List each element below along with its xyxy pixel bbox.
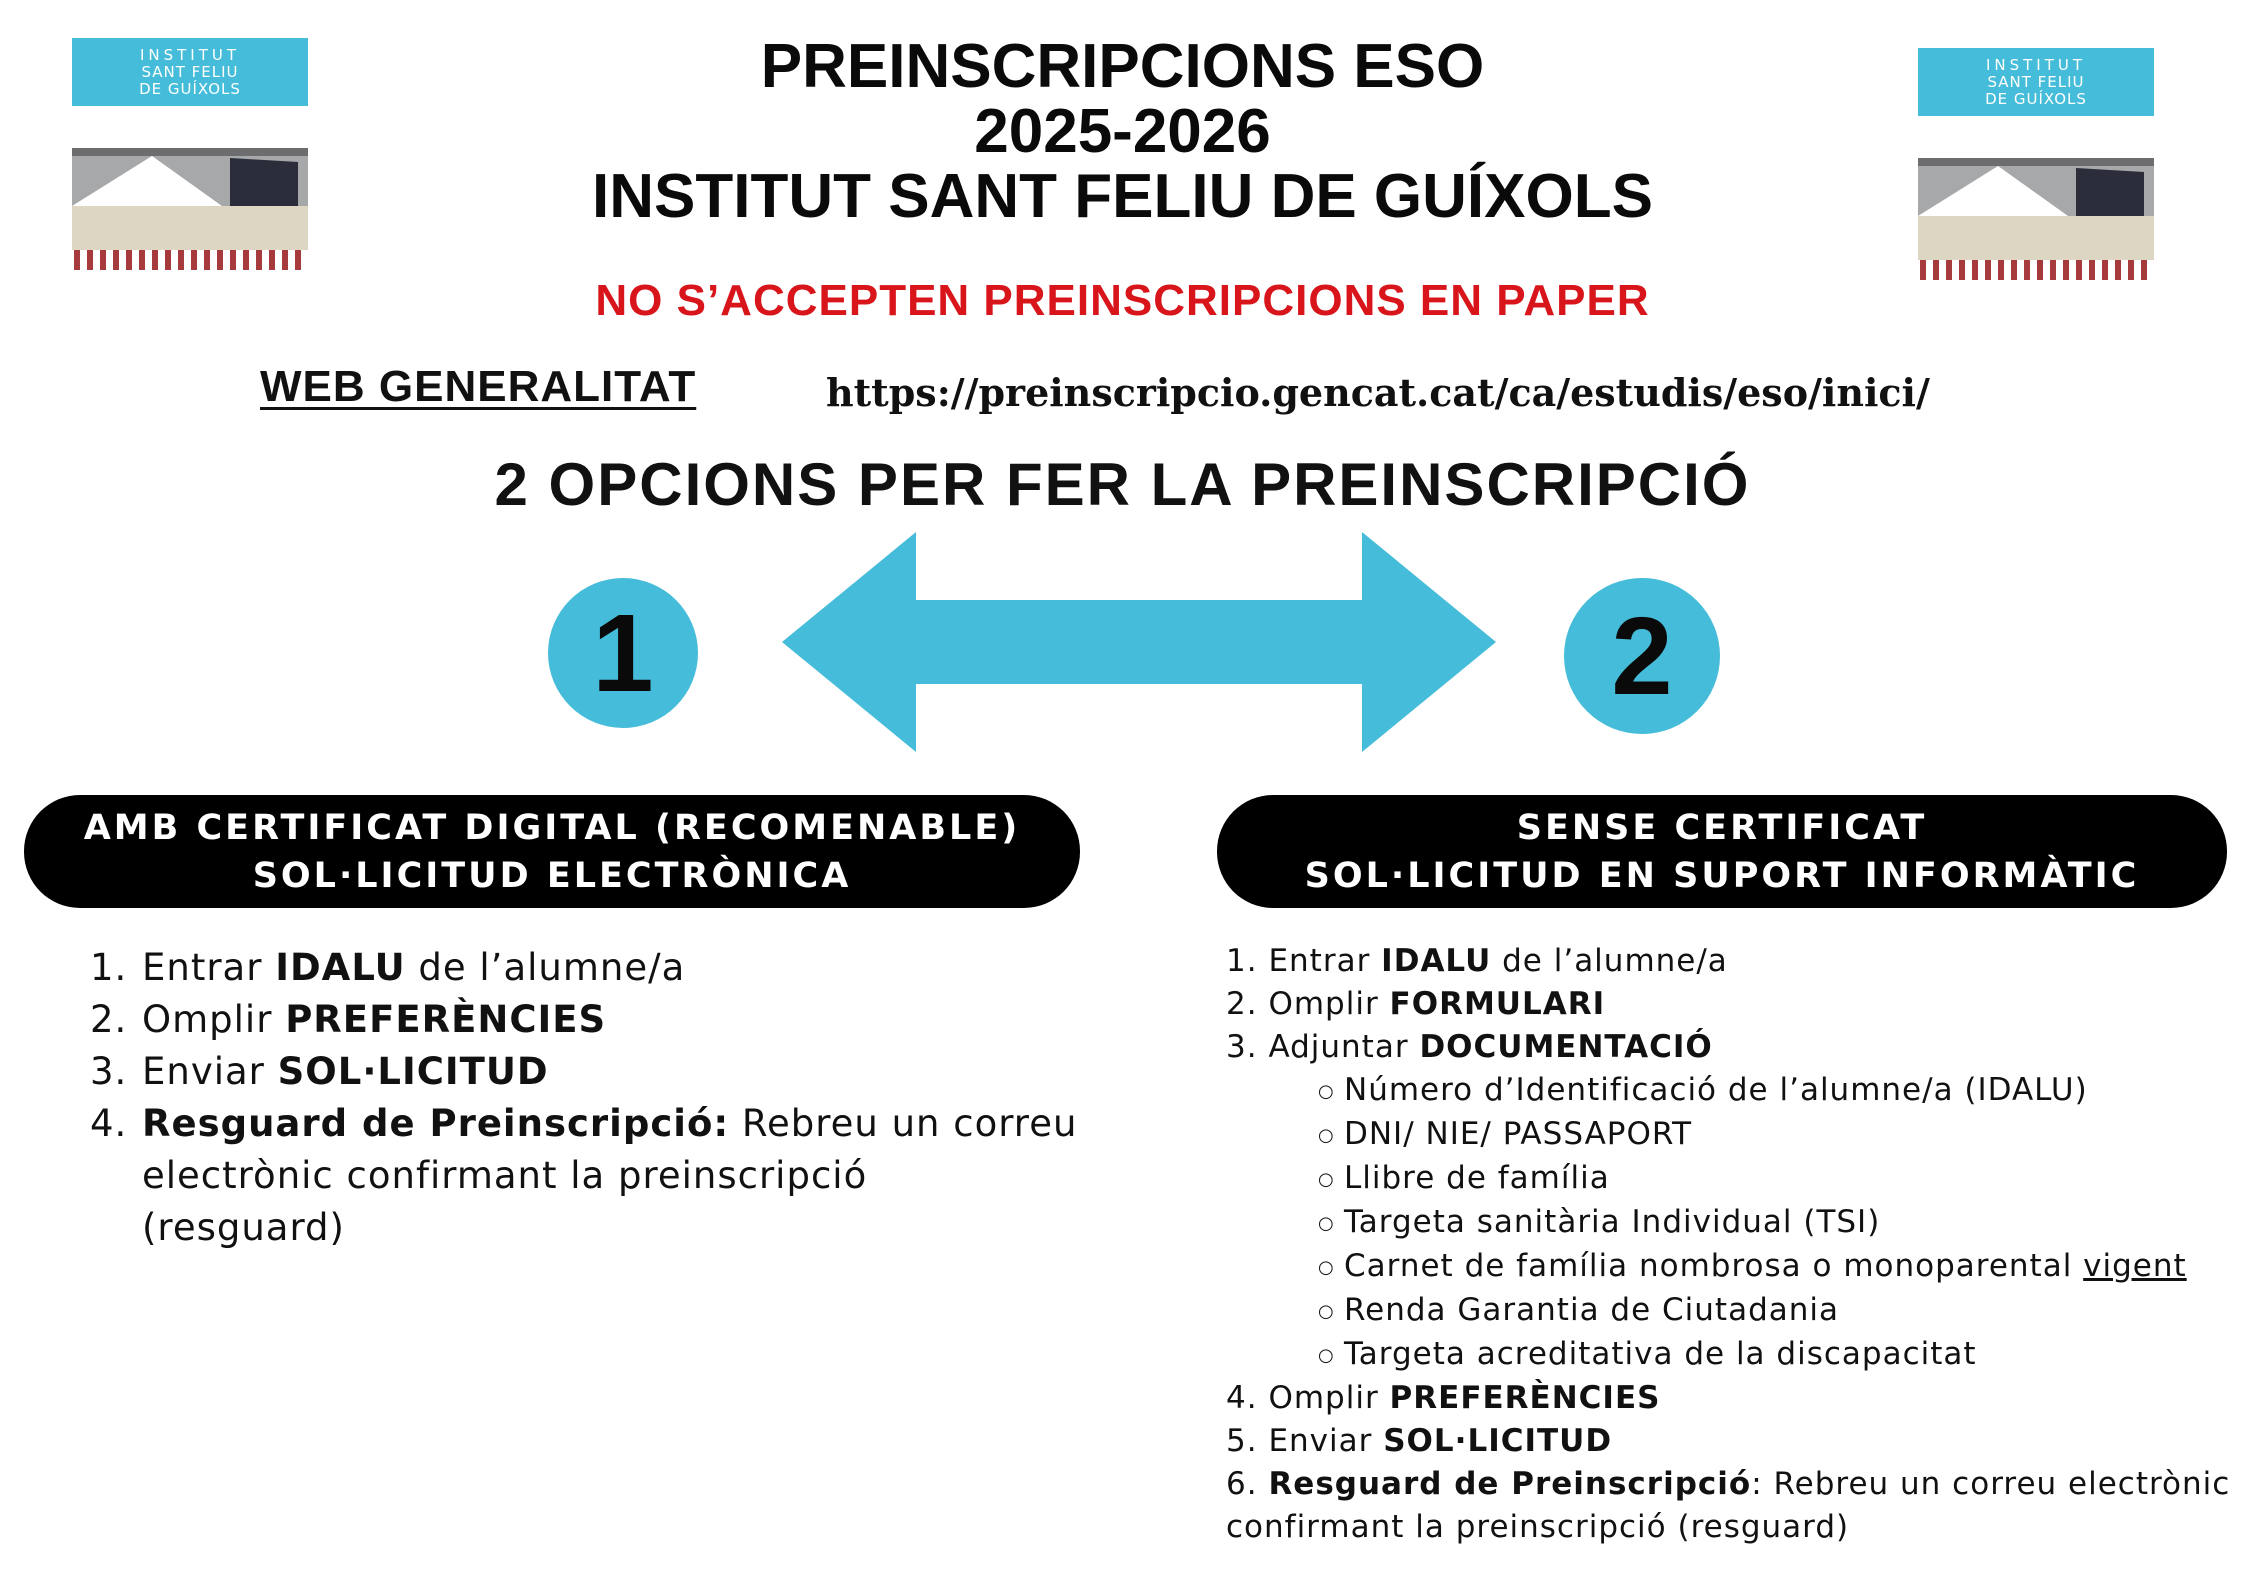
circle-bullet-icon: ○ — [1318, 1213, 1335, 1234]
option-1-number-badge: 1 — [548, 578, 698, 728]
step-bold: Resguard de Preinscripció: — [142, 1102, 730, 1145]
circle-bullet-icon: ○ — [1318, 1169, 1335, 1190]
document-text: Renda Garantia de Ciutadania — [1344, 1292, 1840, 1328]
logo-text-line2: SANT FELIU — [141, 62, 239, 81]
step-number: 1. — [1226, 943, 1258, 979]
list-item — [1226, 1420, 2236, 1463]
step-text: Entrar — [1268, 943, 1382, 979]
page-title — [0, 34, 2245, 229]
document-item — [1226, 1201, 2236, 1245]
step-number: 6. — [1226, 1466, 1258, 1502]
step-text: Entrar — [142, 946, 276, 989]
circle-bullet-icon: ○ — [1318, 1125, 1335, 1146]
list-item — [1226, 1463, 2236, 1549]
step-number: 5. — [1226, 1423, 1258, 1459]
title-line-1: PREINSCRIPCIONS ESO — [760, 32, 1485, 101]
step-bold: IDALU — [275, 946, 406, 989]
circle-bullet-icon: ○ — [1318, 1345, 1335, 1366]
option-2-steps — [1226, 940, 2236, 1549]
title-line-3: INSTITUT SANT FELIU DE GUÍXOLS — [592, 162, 1653, 231]
step-number: 3. — [90, 1050, 128, 1093]
step-text: Enviar — [142, 1050, 278, 1093]
document-item — [1226, 1069, 2236, 1113]
list-item — [90, 942, 1080, 994]
step-bold: SOL·LICITUD — [1383, 1423, 1613, 1459]
step-number: 1. — [90, 946, 128, 989]
step-bold: DOCUMENTACIÓ — [1419, 1029, 1713, 1065]
document-text: Targeta acreditativa de la discapacitat — [1344, 1336, 1977, 1372]
web-url-link[interactable]: https://preinscripcio.gencat.cat/ca/estudis/eso/inici/ — [826, 370, 1930, 415]
double-arrow-icon — [782, 532, 1496, 752]
document-item — [1226, 1245, 2236, 1289]
list-item — [90, 994, 1080, 1046]
list-item — [1226, 1026, 2236, 1069]
list-item — [90, 1098, 1080, 1254]
step-text: Omplir — [142, 998, 286, 1041]
step-text: Rebreu un correu electrònic confirmant la preinscripció (resguard) — [142, 1102, 1078, 1249]
document-text: Llibre de família — [1344, 1160, 1610, 1196]
step-text: Adjuntar — [1268, 1029, 1420, 1065]
option-2-heading — [1217, 795, 2227, 908]
option-2-number-badge: 2 — [1564, 578, 1720, 734]
logo-text-line3: DE GUÍXOLS — [139, 79, 241, 98]
logo-text-line1: INSTITUT — [139, 45, 241, 64]
step-number: 4. — [1226, 1380, 1258, 1416]
option-2-heading-line1: SENSE CERTIFICAT — [1516, 807, 1928, 848]
option-1-heading-line2: SOL·LICITUD ELECTRÒNICA — [252, 855, 852, 896]
document-item — [1226, 1113, 2236, 1157]
step-number: 2. — [1226, 986, 1258, 1022]
step-text: de l’alumne/a — [405, 946, 686, 989]
circle-bullet-icon: ○ — [1318, 1301, 1335, 1322]
circle-bullet-icon: ○ — [1318, 1081, 1335, 1102]
list-item — [1226, 940, 2236, 983]
step-bold: SOL·LICITUD — [277, 1050, 549, 1093]
options-title: 2 OPCIONS PER FER LA PREINSCRIPCIÓ — [494, 451, 1751, 518]
logo-text-line2: SANT FELIU — [1987, 72, 2085, 91]
step-bold: FORMULARI — [1389, 986, 1606, 1022]
step-number: 3. — [1226, 1029, 1258, 1065]
step-number: 2. — [90, 998, 128, 1041]
circle-bullet-icon: ○ — [1318, 1257, 1335, 1278]
step-text: Enviar — [1268, 1423, 1384, 1459]
document-item — [1226, 1333, 2236, 1377]
step-text: Omplir — [1268, 1380, 1390, 1416]
document-text: Targeta sanitària Individual (TSI) — [1344, 1204, 1881, 1240]
document-item — [1226, 1157, 2236, 1201]
step-text: : Rebreu un correu electrònic confirmant la preinscripció (resguard) — [1226, 1466, 2231, 1545]
step-text: de l’alumne/a — [1491, 943, 1728, 979]
document-text: DNI/ NIE/ PASSAPORT — [1344, 1116, 1693, 1152]
list-item — [90, 1046, 1080, 1098]
document-text-underlined: vigent — [2083, 1248, 2187, 1284]
logo-text-line1: INSTITUT — [1985, 55, 2087, 74]
step-bold: PREFERÈNCIES — [1389, 1380, 1661, 1416]
option-1-heading-line1: AMB CERTIFICAT DIGITAL (RECOMENABLE) — [83, 807, 1021, 848]
step-bold: IDALU — [1381, 943, 1492, 979]
document-text: Número d’Identificació de l’alumne/a (IDALU) — [1344, 1072, 2088, 1108]
list-item — [1226, 983, 2236, 1026]
step-bold: Resguard de Preinscripció — [1268, 1466, 1752, 1502]
list-item — [1226, 1377, 2236, 1420]
paper-warning: NO S’ACCEPTEN PREINSCRIPCIONS EN PAPER — [595, 276, 1650, 325]
step-text: Omplir — [1268, 986, 1390, 1022]
title-line-2: 2025-2026 — [974, 97, 1271, 166]
document-text: Carnet de família nombrosa o monoparental — [1344, 1248, 2084, 1284]
option-2-heading-line2: SOL·LICITUD EN SUPORT INFORMÀTIC — [1304, 855, 2140, 896]
step-bold: PREFERÈNCIES — [285, 998, 607, 1041]
logo-text-line3: DE GUÍXOLS — [1985, 89, 2087, 108]
option-1-steps — [90, 942, 1080, 1254]
step-number: 4. — [90, 1102, 128, 1145]
web-label: WEB GENERALITAT — [260, 362, 697, 411]
document-item — [1226, 1289, 2236, 1333]
option-1-heading — [24, 795, 1080, 908]
